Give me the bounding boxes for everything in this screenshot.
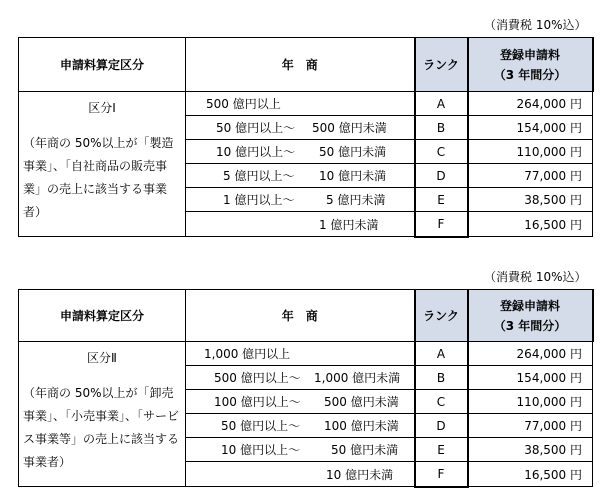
revenue-range: 10 億円未満 (186, 462, 415, 487)
revenue-range: 50 億円以上～ 500 億円未満 (186, 116, 415, 140)
rank-cell: B (415, 366, 468, 390)
fee-cell: 264,000 円 (468, 342, 593, 366)
header-revenue: 年 商 (186, 290, 415, 342)
rank-cell: B (415, 116, 468, 140)
fee-cell: 38,500 円 (468, 188, 593, 212)
fee-cell: 77,000 円 (468, 414, 593, 438)
rank-cell: C (415, 390, 468, 414)
rank-cell: A (415, 342, 468, 366)
revenue-range: 500 億円以上 (186, 92, 415, 116)
fee-cell: 77,000 円 (468, 164, 593, 188)
revenue-range: 50 億円以上～ 100 億円未満 (186, 414, 415, 438)
rank-cell: D (415, 164, 468, 188)
rank-cell: F (415, 462, 468, 487)
rank-cell: E (415, 188, 468, 212)
fee-table-division-1 (18, 37, 594, 238)
revenue-range: 10 億円以上～ 50 億円未満 (186, 438, 415, 462)
fee-cell: 110,000 円 (468, 390, 593, 414)
header-rank: ランク (415, 38, 468, 92)
header-category: 申請料算定区分 (19, 38, 186, 92)
fee-cell: 264,000 円 (468, 92, 593, 116)
division-note: （年商の 50%以上が「製造事業」、「自社商品の販売事業」の売上に該当する事業者） (23, 136, 174, 219)
fee-table-division-2 (18, 289, 594, 488)
fee-cell: 16,500 円 (468, 462, 593, 487)
division-cell (19, 92, 186, 237)
tax-note: （消費税 10%込） (484, 18, 587, 32)
fee-cell: 110,000 円 (468, 140, 593, 164)
fee-cell: 154,000 円 (468, 366, 593, 390)
rank-cell: A (415, 92, 468, 116)
header-rank: ランク (415, 290, 468, 342)
division-title: 区分Ⅰ (88, 101, 116, 115)
header-fee: 登録申請料 （3 年間分） (468, 290, 593, 342)
rank-cell: E (415, 438, 468, 462)
revenue-range: 1 億円以上～ 5 億円未満 (186, 188, 415, 212)
revenue-range: 500 億円以上～ 1,000 億円未満 (186, 366, 415, 390)
revenue-range: 5 億円以上～ 10 億円未満 (186, 164, 415, 188)
revenue-range: 1 億円未満 (186, 212, 415, 237)
division-title: 区分Ⅱ (87, 351, 117, 365)
tax-note: （消費税 10%込） (484, 270, 587, 284)
division-cell (19, 342, 186, 487)
header-revenue: 年 商 (186, 38, 415, 92)
rank-cell: C (415, 140, 468, 164)
revenue-range: 100 億円以上～ 500 億円未満 (186, 390, 415, 414)
fee-cell: 154,000 円 (468, 116, 593, 140)
fee-cell: 38,500 円 (468, 438, 593, 462)
revenue-range: 1,000 億円以上 (186, 342, 415, 366)
division-note: （年商の 50%以上が「卸売事業」、「小売事業」、「サービス事業等」の売上に該当する事業者） (23, 386, 180, 469)
header-category: 申請料算定区分 (19, 290, 186, 342)
fee-cell: 16,500 円 (468, 212, 593, 237)
rank-cell: D (415, 414, 468, 438)
rank-cell: F (415, 212, 468, 237)
header-fee: 登録申請料 （3 年間分） (468, 38, 593, 92)
revenue-range: 10 億円以上～ 50 億円未満 (186, 140, 415, 164)
